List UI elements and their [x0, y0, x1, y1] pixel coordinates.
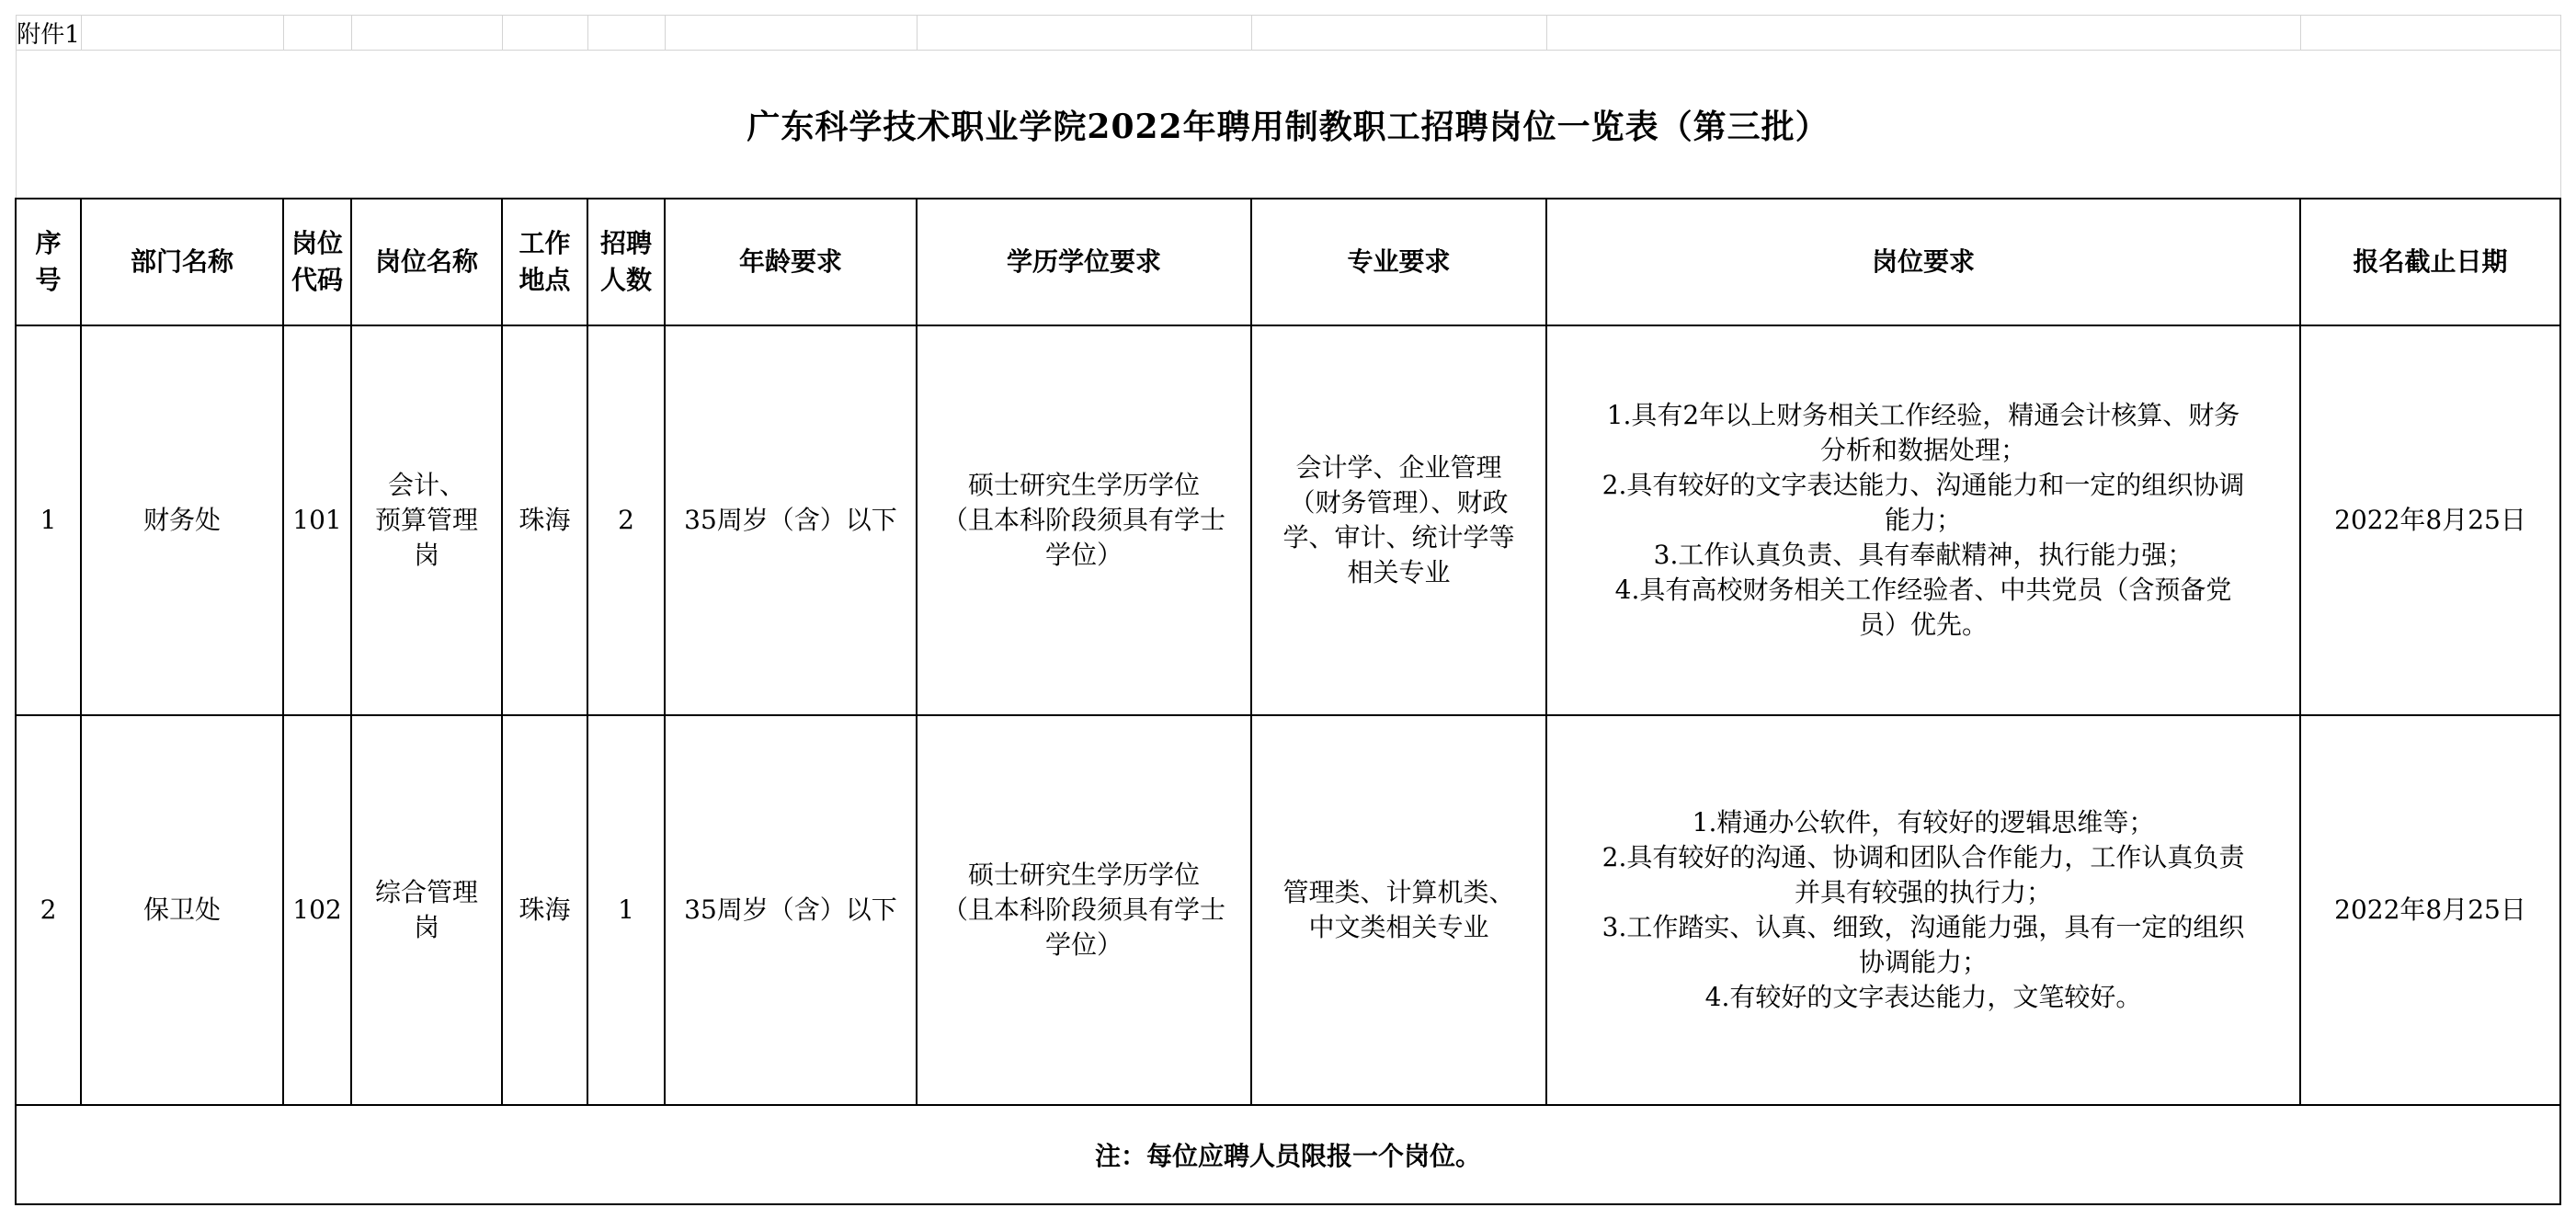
attachment-label: 附件1 [16, 16, 81, 51]
cell-count: 1 [587, 715, 665, 1105]
cell-seq: 1 [16, 325, 81, 715]
header-count: 招聘 人数 [587, 199, 665, 325]
cell-major: 管理类、计算机类、 中文类相关专业 [1251, 715, 1546, 1105]
header-deadline: 报名截止日期 [2300, 199, 2560, 325]
cell-edu: 硕士研究生学历学位 （且本科阶段须具有学士 学位） [917, 325, 1251, 715]
recruitment-table [15, 15, 2561, 1205]
cell-deadline: 2022年8月25日 [2300, 715, 2560, 1105]
cell-age: 35周岁（含）以下 [665, 715, 917, 1105]
header-row [16, 199, 2560, 325]
page-title: 广东科学技术职业学院2022年聘用制教职工招聘岗位一览表（第三批） [16, 51, 2560, 199]
table-row [16, 715, 2560, 1105]
cell-place: 珠海 [502, 325, 587, 715]
title-row [16, 51, 2560, 199]
footnote: 注：每位应聘人员限报一个岗位。 [16, 1105, 2560, 1204]
cell-code: 101 [283, 325, 351, 715]
cell-major: 会计学、企业管理 （财务管理）、财政 学、审计、统计学等 相关专业 [1251, 325, 1546, 715]
cell-dept: 保卫处 [81, 715, 283, 1105]
header-place: 工作 地点 [502, 199, 587, 325]
table-row [16, 325, 2560, 715]
header-req: 岗位要求 [1546, 199, 2300, 325]
cell-code: 102 [283, 715, 351, 1105]
header-dept: 部门名称 [81, 199, 283, 325]
cell-place: 珠海 [502, 715, 587, 1105]
header-age: 年龄要求 [665, 199, 917, 325]
cell-deadline: 2022年8月25日 [2300, 325, 2560, 715]
cell-seq: 2 [16, 715, 81, 1105]
cell-req: 1.具有2年以上财务相关工作经验，精通会计核算、财务 分析和数据处理； 2.具有较好的文字表达能力、沟通能力和一定的组织协调 能力； 3.工作认真负责、具有奉献精神，执行能力强； 4.具有高校财务相关工作经验者、中共党员（含预备党 员）优先。 [1546, 325, 2300, 715]
cell-count: 2 [587, 325, 665, 715]
header-edu: 学历学位要求 [917, 199, 1251, 325]
cell-post: 综合管理 岗 [351, 715, 502, 1105]
header-post: 岗位名称 [351, 199, 502, 325]
cell-age: 35周岁（含）以下 [665, 325, 917, 715]
note-row [16, 1105, 2560, 1204]
cell-req: 1.精通办公软件，有较好的逻辑思维等； 2.具有较好的沟通、协调和团队合作能力，工作认真负责 并具有较强的执行力； 3.工作踏实、认真、细致，沟通能力强，具有一定的组织 协调能力； 4.有较好的文字表达能力，文笔较好。 [1546, 715, 2300, 1105]
header-code: 岗位 代码 [283, 199, 351, 325]
cell-edu: 硕士研究生学历学位 （且本科阶段须具有学士 学位） [917, 715, 1251, 1105]
header-major: 专业要求 [1251, 199, 1546, 325]
header-seq: 序 号 [16, 199, 81, 325]
cell-dept: 财务处 [81, 325, 283, 715]
cell-post: 会计、 预算管理 岗 [351, 325, 502, 715]
spreadsheet-top-row [16, 16, 2560, 51]
